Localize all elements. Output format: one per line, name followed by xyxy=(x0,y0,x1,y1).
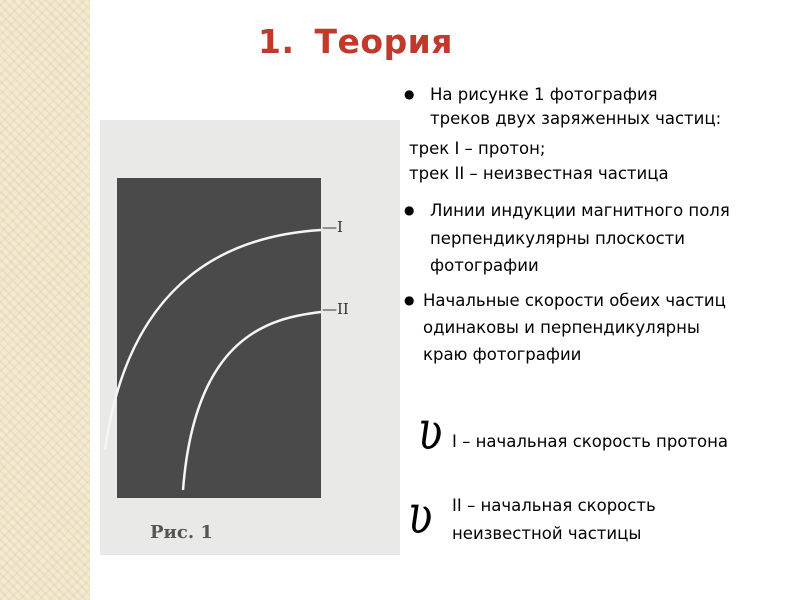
velocity-symbol-1: ʋ xyxy=(418,399,443,462)
bullet-1-extra-1: трек I – протон; xyxy=(409,139,546,158)
track-1-label: —I xyxy=(322,218,343,236)
bullet-3-line-2: одинаковы и перпендикулярны xyxy=(423,318,700,337)
bullet-2-line-2: перпендикулярны плоскости xyxy=(430,229,685,248)
track-photo-figure xyxy=(100,120,400,555)
bullet-1-extra-2: трек II – неизвестная частица xyxy=(409,164,669,183)
velocity-symbol-2: ʋ xyxy=(408,483,433,546)
bullet-1-line-1: На рисунке 1 фотография xyxy=(430,85,658,104)
title-text: Теория xyxy=(314,22,453,61)
velocity-1-line-1: I – начальная скорость протона xyxy=(452,432,729,451)
bullet-dot-2: ● xyxy=(404,203,415,217)
bullet-2-line-1: Линии индукции магнитного поля xyxy=(430,201,730,220)
title-number: 1. xyxy=(258,22,295,61)
decorative-side-stripe xyxy=(0,0,90,600)
bullet-3-line-1: Начальные скорости обеих частиц xyxy=(423,291,726,310)
track-2-label: —II xyxy=(322,300,349,318)
slide-title xyxy=(258,22,453,61)
photo-dark-area xyxy=(117,178,321,498)
bullet-dot-3: ● xyxy=(404,293,415,307)
bullet-3-line-3: краю фотографии xyxy=(423,345,582,364)
figure-caption: Рис. 1 xyxy=(150,522,213,543)
velocity-2-line-2: неизвестной частицы xyxy=(452,524,642,543)
bullet-dot-1: ● xyxy=(404,87,415,101)
bullet-1-line-2: треков двух заряженных частиц: xyxy=(430,109,722,128)
velocity-2-line-1: II – начальная скорость xyxy=(452,496,656,515)
track-photo xyxy=(100,120,400,555)
bullet-2-line-3: фотографии xyxy=(430,256,539,275)
